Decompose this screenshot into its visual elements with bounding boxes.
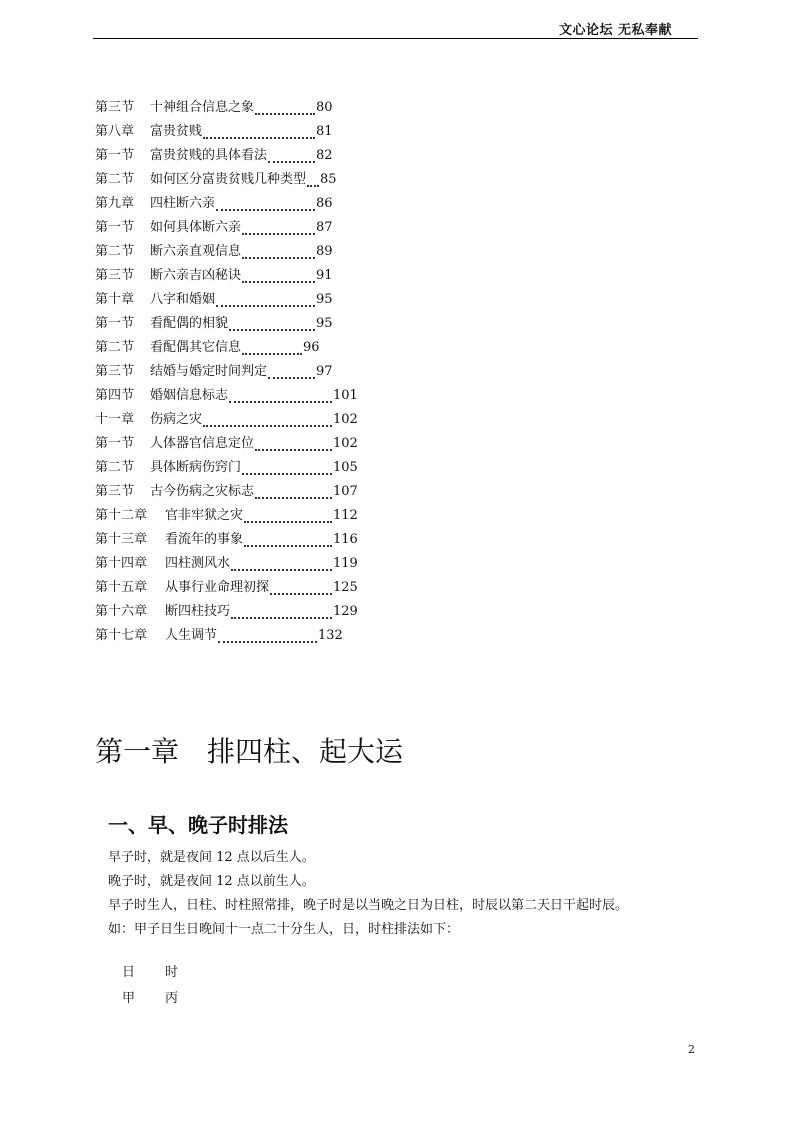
toc-leader	[231, 555, 332, 571]
toc-leader	[255, 99, 315, 115]
toc-label: 第九章	[95, 196, 135, 211]
toc-label: 第三节	[95, 484, 135, 499]
toc-title: 富贵贫贱的具体看法	[150, 148, 268, 163]
toc-label: 第三节	[95, 268, 135, 283]
toc-page: 85	[320, 172, 337, 187]
toc-leader	[203, 123, 315, 139]
toc-leader	[229, 387, 332, 403]
pillar-header-row	[122, 961, 202, 987]
toc-title: 如何区分富贵贫贱几种类型	[150, 172, 307, 187]
toc-page: 132	[318, 628, 343, 643]
toc-label: 第一节	[95, 220, 135, 235]
toc-leader	[242, 243, 315, 259]
toc-label: 第十三章	[95, 532, 148, 547]
chapter-heading: 第一章 排四柱、起大运	[95, 735, 404, 768]
toc-page: 82	[316, 148, 333, 163]
toc-label: 第四节	[95, 388, 135, 403]
toc-leader	[244, 531, 332, 547]
toc-label: 第十六章	[95, 604, 148, 619]
toc-page: 86	[316, 196, 333, 211]
cell: 甲	[122, 991, 136, 1006]
toc-leader	[218, 627, 317, 643]
toc-leader	[216, 195, 315, 211]
section-heading: 一、早、晚子时排法	[108, 813, 288, 837]
pillar-value-row	[122, 987, 202, 1013]
toc-page: 125	[333, 580, 358, 595]
toc-label: 第二节	[95, 172, 135, 187]
toc-page: 116	[333, 532, 358, 547]
toc-leader	[268, 363, 315, 379]
toc-label: 第十二章	[95, 508, 148, 523]
toc-title: 看配偶的相貌	[150, 316, 229, 331]
toc-title: 断四柱技巧	[165, 604, 231, 619]
toc-page: 119	[333, 556, 358, 571]
toc-label: 第一节	[95, 148, 135, 163]
toc-title: 看配偶其它信息	[150, 340, 242, 355]
toc-title: 看流年的事象	[165, 532, 244, 547]
toc-page: 105	[333, 460, 358, 475]
toc-label: 第三节	[95, 364, 135, 379]
toc-title: 具体断病伤窍门	[150, 460, 242, 475]
toc-leader	[255, 435, 332, 451]
pillar-table	[122, 961, 202, 1013]
toc-label: 第三节	[95, 100, 135, 115]
toc-page: 101	[333, 388, 358, 403]
toc-label: 第二节	[95, 340, 135, 355]
toc-title: 断六亲直观信息	[150, 244, 242, 259]
toc-label: 第一节	[95, 436, 135, 451]
paragraph: 早子时生人，日柱、时柱照常排，晚子时是以当晚之日为日柱，时辰以第二天日干起时辰。	[108, 898, 629, 913]
toc-leader	[268, 147, 315, 163]
toc-title: 四柱断六亲	[150, 196, 216, 211]
toc-page: 95	[316, 292, 333, 307]
toc-leader	[216, 291, 315, 307]
toc-label: 十一章	[95, 412, 135, 427]
toc-title: 八字和婚姻	[150, 292, 216, 307]
toc-title: 官非牢狱之灾	[165, 508, 244, 523]
cell: 日	[122, 965, 136, 980]
header-rule	[93, 38, 698, 39]
toc-label: 第十七章	[95, 628, 148, 643]
toc-page: 129	[333, 604, 358, 619]
paragraph: 晚子时，就是夜间 12 点以前生人。	[108, 874, 315, 889]
toc-leader	[242, 219, 315, 235]
toc-leader	[307, 171, 319, 187]
toc-page: 95	[316, 316, 333, 331]
page-number: 2	[688, 1043, 695, 1056]
cell: 时	[165, 965, 179, 980]
toc-leader	[244, 507, 332, 523]
toc-label: 第十章	[95, 292, 135, 307]
toc-label: 第一节	[95, 316, 135, 331]
toc-leader	[242, 267, 315, 283]
toc-label: 第十五章	[95, 580, 148, 595]
toc-title: 婚姻信息标志	[150, 388, 229, 403]
toc-page: 97	[316, 364, 333, 379]
toc-page: 96	[303, 340, 320, 355]
toc-label: 第十四章	[95, 556, 148, 571]
toc-title: 从事行业命理初探	[165, 580, 270, 595]
toc-title: 人生调节	[165, 628, 218, 643]
body-text	[108, 849, 628, 945]
toc-page: 91	[316, 268, 333, 283]
toc-title: 断六亲吉凶秘诀	[150, 268, 242, 283]
toc-page: 89	[316, 244, 333, 259]
toc-page: 102	[333, 412, 358, 427]
paragraph: 如：甲子日生日晚间十一点二十分生人，日，时柱排法如下：	[108, 922, 460, 937]
toc-title: 结婚与婚定时间判定	[150, 364, 268, 379]
toc-page: 112	[333, 508, 358, 523]
toc-title: 如何具体断六亲	[150, 220, 242, 235]
toc-page: 81	[316, 124, 333, 139]
toc-page: 107	[333, 484, 358, 499]
toc-title: 伤病之灾	[150, 412, 203, 427]
toc-leader	[203, 411, 332, 427]
toc-page: 102	[333, 436, 358, 451]
toc-title: 十神组合信息之象	[150, 100, 255, 115]
toc-leader	[231, 603, 332, 619]
page-header-title: 文心论坛 无私奉献	[558, 23, 672, 38]
toc-leader	[242, 339, 302, 355]
toc-title: 古今伤病之灾标志	[150, 484, 255, 499]
toc-title: 四柱测风水	[165, 556, 231, 571]
toc-leader	[255, 483, 332, 499]
toc-label: 第二节	[95, 460, 135, 475]
cell: 丙	[165, 991, 179, 1006]
toc-label: 第八章	[95, 124, 135, 139]
toc-leader	[242, 459, 332, 475]
toc-page: 80	[316, 100, 333, 115]
toc-label: 第二节	[95, 244, 135, 259]
paragraph: 早子时，就是夜间 12 点以后生人。	[108, 850, 315, 865]
toc-leader	[229, 315, 315, 331]
toc-leader	[270, 579, 332, 595]
toc-title: 人体器官信息定位	[150, 436, 255, 451]
toc-title: 富贵贫贱	[150, 124, 203, 139]
toc-page: 87	[316, 220, 333, 235]
